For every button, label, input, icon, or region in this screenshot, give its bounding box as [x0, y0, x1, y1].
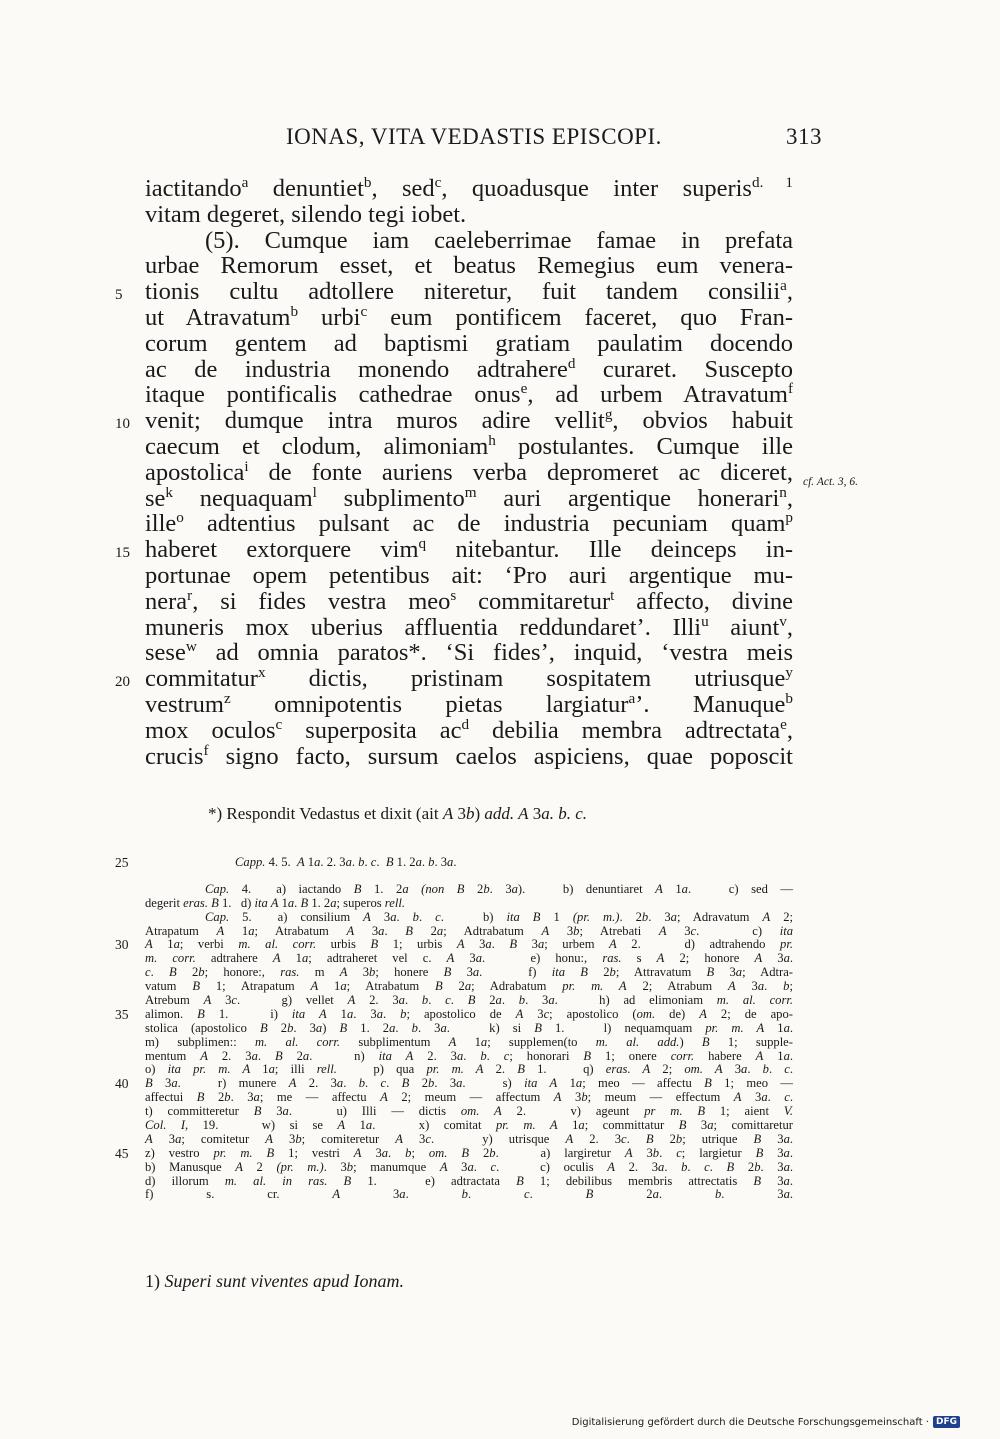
footnote-number: 1) — [145, 1271, 160, 1291]
star-note: *) Respondit Vedastus et dixit (ait A 3b) add. A 3a. b. c. — [208, 804, 588, 823]
running-header — [286, 124, 822, 150]
text-line: ac de industria monendo adtrahere$^d$ curaret. Suscepto — [145, 354, 793, 383]
credit-text: Digitalisierung gefördert durch die Deutsche Forschungsgemeinschaft · — [571, 1416, 929, 1428]
apparatus-line: mentum A 2. 3a. B 2a. n) ita A 2. 3a. b. c; honorari B 1; onere corr. habere A 1a. — [145, 1048, 794, 1063]
page-number: 313 — [786, 124, 822, 149]
running-title: IONAS, VITA VEDASTIS EPISCOPI. — [286, 124, 662, 149]
line-number: 45 — [115, 1145, 129, 1161]
text-line: nera$^r$, si fides vestra meo$^s$ commitaretur$^t$ affecto, divine — [145, 586, 793, 615]
apparatus-line: Cap. 5. a) consilium A 3a. b. c. b) ita B 1 (pr. m.). 2b. 3a; Adravatum A 2; — [205, 909, 794, 924]
apparatus-line: m. corr. adtrahere A 1a; adtraheret vel c. A 3a. e) honu:, ras. s A 2; honore A 3a. — [145, 951, 794, 966]
text-line: haberet extorquere vim$^q$ nitebantur. Ille deinceps in- 15 — [145, 537, 793, 563]
line-number: 10 — [115, 416, 130, 433]
apparatus-line: f) s. cr. A 3a. b. c. B 2a. b. 3a. — [145, 1187, 794, 1202]
text-line: muneris mox uberius affluentia reddundaret’. Illi$^u$ aiunt$^v$, — [145, 612, 793, 641]
apparatus-line: degerit eras. B 1. d) ita A 1a. B 1. 2a; superos rell. — [145, 895, 405, 910]
margin-note: cf. Act. 3, 6. — [803, 476, 859, 488]
text-line: portunae opem petentibus ait: ‘Pro auri argentique mu- — [145, 561, 793, 589]
apparatus-line: B 3a. r) munere A 2. 3a. b. c. B 2b. 3a. s) ita A 1a; meo — affectu B 1; meo — 40 — [115, 1076, 793, 1092]
apparatus-line: Atrapatum A 1a; Atrabatum A 3a. B 2a; Adtrabatum A 3b; Atrebati A 3c. c) ita — [145, 923, 793, 938]
text-line: vitam degeret, silendo tegi iobet. — [145, 200, 467, 228]
apparatus-line: Capp. 4. 5. A 1a. 2. 3a. b. c. B 1. 2a. b. 3a. 25 — [115, 855, 457, 870]
apparatus-line: affectui B 2b. 3a; me — affectu A 2; meum — affectum A 3b; meum — effectum A 3a. c. — [145, 1090, 794, 1105]
line-number: 20 — [115, 674, 130, 691]
text-line: sese$^w$ ad omnia paratos*. ‘Si fides’, inquid, ‘vestra meis — [145, 638, 793, 667]
critical-apparatus — [115, 855, 794, 1202]
text-line: caecum et clodum, alimoniam$^h$ postulantes. Cumque ille — [145, 431, 793, 460]
footnote — [145, 1271, 404, 1292]
text-line: corum gentem ad baptismi gratiam paulatim docendo — [145, 329, 793, 357]
digitization-credit — [572, 1416, 960, 1428]
apparatus-line: t) committeretur B 3a. u) Illi — dictis om. A 2. v) ageunt pr m. B 1; aient V. — [145, 1104, 794, 1119]
apparatus-line: Col. I, 19. w) si se A 1a. x) comitat pr. m. A 1a; committatur B 3a; comittaretur — [145, 1118, 794, 1133]
text-line: vestrum$^z$ omnipotentis pietas largiatur$^a$’. Manuque$^b$ — [145, 689, 793, 718]
text-line: crucis$^f$ signo facto, sursum caelos aspiciens, quae poposcit — [145, 741, 793, 770]
apparatus-line: d) illorum m. al. in ras. B 1. e) adtractata B 1; debilibus membris attrectatis B 3a. — [145, 1173, 793, 1188]
apparatus-line: stolica (apostolico B 2b. 3a) B 1. 2a. b. 3a. k) si B 1. l) nequamquam pr. m. A 1a. — [145, 1020, 794, 1035]
line-number: 35 — [115, 1006, 129, 1022]
apparatus-line: Cap. 4. a) iactando B 1. 2a (non B 2b. 3a). b) denuntiaret A 1a. c) sed — — [205, 881, 793, 896]
apparatus-line: c. B 2b; honore:, ras. m A 3b; honere B 3a. f) ita B 2b; Attravatum B 3a; Adtra- — [145, 965, 794, 980]
apparatus-line: b) Manusque A 2 (pr. m.). 3b; manumque A 3a. c. c) oculis A 2. 3a. b. c. B 2b. 3a. — [145, 1159, 794, 1174]
text-line: venit; dumque intra muros adire vellit$^g$, obvios habuit 10 — [145, 408, 793, 434]
apparatus-spacer — [145, 870, 793, 883]
line-number: 40 — [115, 1076, 129, 1092]
apparatus-line: m) subplimen:: m. al. corr. subplimentum A 1a; supplemen(to m. al. add.) B 1; supple- — [145, 1034, 793, 1049]
text-line: apostolica$^i$ de fonte auriens verba depromeret ac diceret, — [145, 457, 793, 486]
text-line: commitatur$^x$ dictis, pristinam sospitatem utriusque$^y$ 20 — [145, 666, 793, 692]
text-line: $se^k$ nequaquam$^l$ subplimento$^m$ auri argentique honerari$^n$, — [145, 483, 793, 512]
main-text — [115, 173, 794, 770]
apparatus-line: vatum B 1; Atrapatum A 1a; Atrabatum B 2a; Adrabatum pr. m. A 2; Atrabum A 3a. b; — [145, 979, 793, 994]
text-line: tionis cultu adtollere niteretur, fuit tandem consilii$^a$, 5 — [145, 279, 793, 305]
footnote-text: Superi sunt viventes apud Ionam. — [164, 1271, 404, 1291]
dfg-logo: DFG — [933, 1416, 960, 1428]
apparatus-line: o) ita pr. m. A 1a; illi rell. p) qua pr. m. A 2. B 1. q) eras. A 2; om. A 3a. b. c. — [145, 1062, 794, 1077]
apparatus-line: alimon. B 1. i) ita A 1a. 3a. b; apostolico de A 3c; apostolico (om. de) A 2; de apo- 35 — [115, 1006, 793, 1022]
line-number: 25 — [115, 855, 129, 870]
apparatus-line: z) vestro pr. m. B 1; vestri A 3a. b; om. B 2b. a) largiretur A 3b. c; largietur B 3a. 45 — [115, 1145, 793, 1161]
line-number: 15 — [115, 545, 130, 562]
line-number: 30 — [115, 937, 129, 953]
text-line: ut Atravatum$^b$ urbi$^c$ eum pontificem faceret, quo Fran- — [145, 302, 793, 331]
line-number: 5 — [115, 287, 123, 304]
apparatus-line: Atrebum A 3c. g) vellet A 2. 3a. b. c. B 2a. b. 3a. h) ad elimoniam m. al. corr. — [145, 993, 794, 1008]
text-line: urbae Remorum esset, et beatus Remegius eum venera- — [145, 252, 793, 280]
text-line: mox oculos$^c$ superposita $ac^d$ debilia membra adtrectata$^e$, — [145, 715, 793, 744]
text-line: (5). Cumque iam caeleberrimae famae in prefata — [205, 226, 793, 254]
text-line: itaque pontificalis cathedrae onus$^e$, ad urbem Atravatum$^f$ — [145, 380, 793, 409]
apparatus-line: A 1a; verbi m. al. corr. urbis B 1; urbis A 3a. B 3a; urbem A 2. d) adtrahendo pr. 30 — [115, 937, 793, 953]
text-line: ille$^o$ adtentius pulsant ac de industria pecuniam quam$^p$ — [145, 509, 793, 538]
apparatus-line: A 3a; comitetur A 3b; comiteretur A 3c. y) utrisque A 2. 3c. B 2b; utrique B 3a. — [145, 1131, 794, 1146]
text-line: iactitando$^a$ denuntiet$^b$, sed$^c$, quoadusque inter superis$^{d. 1}$ — [145, 173, 794, 202]
